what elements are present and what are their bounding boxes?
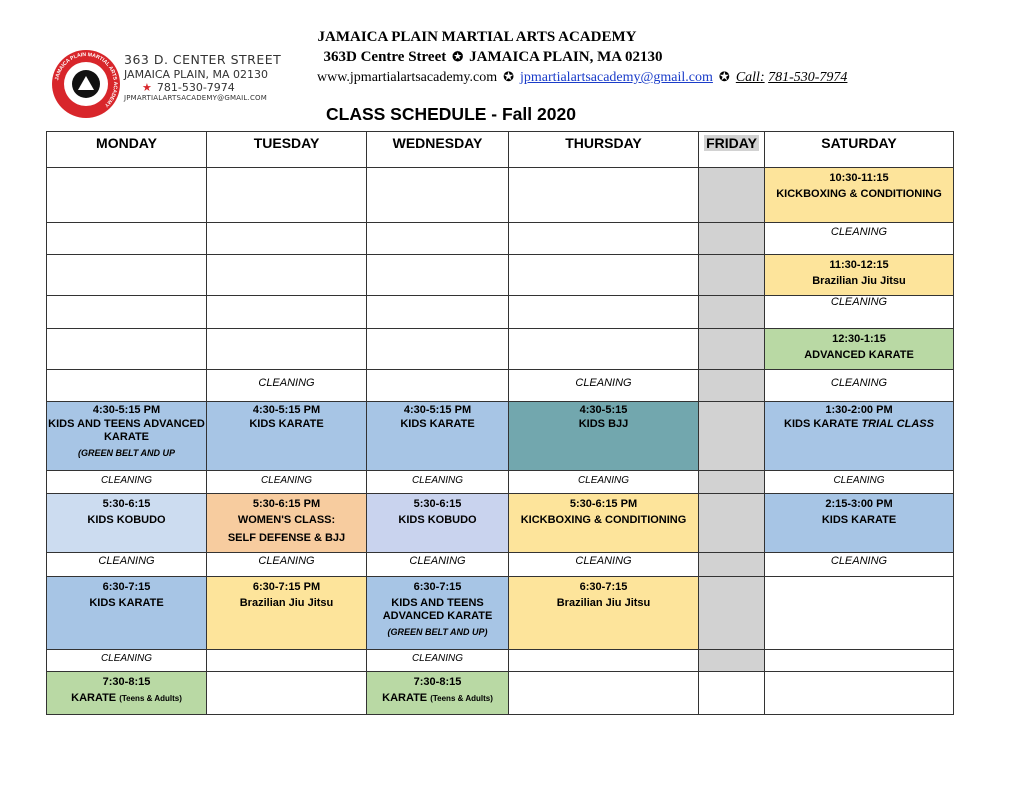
class-cell-sat-bjj: 11:30-12:15 Brazilian Jiu Jitsu xyxy=(765,255,954,296)
logo-email: JPMARTIALARTSACADEMY@GMAIL.COM xyxy=(124,93,267,102)
table-row xyxy=(47,402,954,471)
day-header-thursday: THURSDAY xyxy=(509,132,699,168)
friday-cell xyxy=(699,370,765,402)
empty-cell xyxy=(207,255,367,296)
table-row xyxy=(47,577,954,650)
empty-cell xyxy=(47,168,207,223)
class-cell-wed-kids-kobudo: 5:30-6:15 KIDS KOBUDO xyxy=(367,494,509,553)
empty-cell xyxy=(207,329,367,370)
friday-cell xyxy=(699,329,765,370)
empty-cell xyxy=(367,370,509,402)
class-cell-tue-bjj: 6:30-7:15 PM Brazilian Jiu Jitsu xyxy=(207,577,367,650)
empty-cell xyxy=(207,672,367,715)
cleaning-cell: CLEANING xyxy=(765,553,954,577)
friday-cell xyxy=(699,471,765,494)
logo-city: JAMAICA PLAIN, MA 02130 xyxy=(124,67,269,81)
cleaning-cell: CLEANING xyxy=(207,471,367,494)
logo-street: 363 D. CENTER STREET xyxy=(124,52,282,67)
logo-phone: ★ 781-530-7974 xyxy=(142,80,235,94)
cleaning-cell: CLEANING xyxy=(367,553,509,577)
friday-cell xyxy=(699,223,765,255)
empty-cell xyxy=(367,329,509,370)
academy-title: JAMAICA PLAIN MARTIAL ARTS ACADEMY xyxy=(317,29,637,45)
empty-cell xyxy=(765,650,954,672)
class-cell-mon-karate-teens-adults: 7:30-8:15 KARATE (Teens & Adults) xyxy=(47,672,207,715)
table-row xyxy=(47,471,954,494)
friday-cell xyxy=(699,168,765,223)
class-cell-mon-kids-teens-advanced-karate: 4:30-5:15 PM KIDS AND TEENS ADVANCED KARATE (GREEN BELT AND UP xyxy=(47,402,207,471)
class-cell-sat-advanced-karate: 12:30-1:15 ADVANCED KARATE xyxy=(765,329,954,370)
class-cell-mon-kids-kobudo: 5:30-6:15 KIDS KOBUDO xyxy=(47,494,207,553)
cleaning-cell: CLEANING xyxy=(509,471,699,494)
separator-icon: ✪ xyxy=(452,49,464,64)
empty-cell xyxy=(509,650,699,672)
class-cell-wed-kids-teens-advanced-karate: 6:30-7:15 KIDS AND TEENS ADVANCED KARATE (GREEN BELT AND UP) xyxy=(367,577,509,650)
friday-cell xyxy=(699,255,765,296)
class-cell-thu-bjj: 6:30-7:15 Brazilian Jiu Jitsu xyxy=(509,577,699,650)
empty-cell xyxy=(509,223,699,255)
empty-cell xyxy=(207,223,367,255)
day-header-friday: FRIDAY xyxy=(699,132,765,168)
separator-icon: ✪ xyxy=(718,69,730,84)
table-row xyxy=(47,296,954,329)
empty-cell xyxy=(207,296,367,329)
table-row xyxy=(47,553,954,577)
cleaning-cell: CLEANING xyxy=(765,296,954,329)
phone-link[interactable]: 781-530-7974 xyxy=(768,70,848,85)
cleaning-cell: CLEANING xyxy=(509,370,699,402)
cleaning-cell: CLEANING xyxy=(765,471,954,494)
table-row xyxy=(47,672,954,715)
friday-cell xyxy=(699,577,765,650)
cleaning-cell: CLEANING xyxy=(47,471,207,494)
class-cell-tue-womens-class: 5:30-6:15 PM WOMEN'S CLASS: SELF DEFENSE & BJJ xyxy=(207,494,367,553)
cleaning-cell: CLEANING xyxy=(47,650,207,672)
cleaning-cell: CLEANING xyxy=(207,553,367,577)
academy-address: 363D Centre Street ✪ JAMAICA PLAIN, MA 02130 xyxy=(323,49,663,65)
cleaning-cell: CLEANING xyxy=(207,370,367,402)
table-row xyxy=(47,370,954,402)
friday-cell xyxy=(699,296,765,329)
friday-cell xyxy=(699,650,765,672)
empty-cell xyxy=(47,255,207,296)
class-cell-tue-kids-karate: 4:30-5:15 PM KIDS KARATE xyxy=(207,402,367,471)
cleaning-cell: CLEANING xyxy=(367,650,509,672)
day-header-monday: MONDAY xyxy=(47,132,207,168)
table-row xyxy=(47,329,954,370)
cleaning-cell: CLEANING xyxy=(367,471,509,494)
cleaning-cell: CLEANING xyxy=(765,370,954,402)
empty-cell xyxy=(207,650,367,672)
empty-cell xyxy=(509,255,699,296)
schedule-title: CLASS SCHEDULE - Fall 2020 xyxy=(326,104,576,124)
day-header-wednesday: WEDNESDAY xyxy=(367,132,509,168)
cleaning-cell: CLEANING xyxy=(47,553,207,577)
empty-cell xyxy=(699,672,765,715)
empty-cell xyxy=(367,223,509,255)
empty-cell xyxy=(367,255,509,296)
table-row xyxy=(47,168,954,223)
star-icon: ★ xyxy=(142,80,152,94)
class-schedule-table xyxy=(46,131,954,715)
separator-icon: ✪ xyxy=(503,69,515,84)
website-link[interactable]: www.jpmartialartsacademy.com xyxy=(317,70,498,85)
class-cell-sat-kickboxing: 10:30-11:15 KICKBOXING & CONDITIONING xyxy=(765,168,954,223)
empty-cell xyxy=(367,168,509,223)
empty-cell xyxy=(765,672,954,715)
day-header-tuesday: TUESDAY xyxy=(207,132,367,168)
empty-cell xyxy=(47,370,207,402)
table-row xyxy=(47,255,954,296)
empty-cell xyxy=(47,223,207,255)
friday-cell xyxy=(699,494,765,553)
class-cell-sat-kids-karate: 2:15-3:00 PM KIDS KARATE xyxy=(765,494,954,553)
empty-cell xyxy=(207,168,367,223)
empty-cell xyxy=(765,577,954,650)
class-cell-wed-karate-teens-adults: 7:30-8:15 KARATE (Teens & Adults) xyxy=(367,672,509,715)
day-header-saturday: SATURDAY xyxy=(765,132,954,168)
class-cell-thu-kickboxing: 5:30-6:15 PM KICKBOXING & CONDITIONING xyxy=(509,494,699,553)
empty-cell xyxy=(47,296,207,329)
svg-text:JAMAICA PLAIN MARTIAL ARTS ACA: JAMAICA PLAIN MARTIAL ARTS ACADEMY xyxy=(54,51,119,108)
friday-cell xyxy=(699,402,765,471)
table-row xyxy=(47,223,954,255)
cleaning-cell: CLEANING xyxy=(509,553,699,577)
table-row xyxy=(47,650,954,672)
friday-cell xyxy=(699,553,765,577)
empty-cell xyxy=(509,168,699,223)
empty-cell xyxy=(509,672,699,715)
table-row xyxy=(47,494,954,553)
day-header-row xyxy=(47,132,954,168)
email-link[interactable]: jpmartialartsacademy@gmail.com xyxy=(520,70,713,85)
empty-cell xyxy=(47,329,207,370)
class-cell-sat-kids-karate-trial: 1:30-2:00 PM KIDS KARATE TRIAL CLASS xyxy=(765,402,954,471)
empty-cell xyxy=(509,296,699,329)
class-cell-wed-kids-karate: 4:30-5:15 PM KIDS KARATE xyxy=(367,402,509,471)
call-label: Call: xyxy=(735,70,765,85)
empty-cell xyxy=(367,296,509,329)
cleaning-cell: CLEANING xyxy=(765,223,954,255)
class-cell-mon-kids-karate: 6:30-7:15 KIDS KARATE xyxy=(47,577,207,650)
contact-line xyxy=(317,69,847,86)
empty-cell xyxy=(509,329,699,370)
class-cell-thu-kids-bjj: 4:30-5:15 KIDS BJJ xyxy=(509,402,699,471)
